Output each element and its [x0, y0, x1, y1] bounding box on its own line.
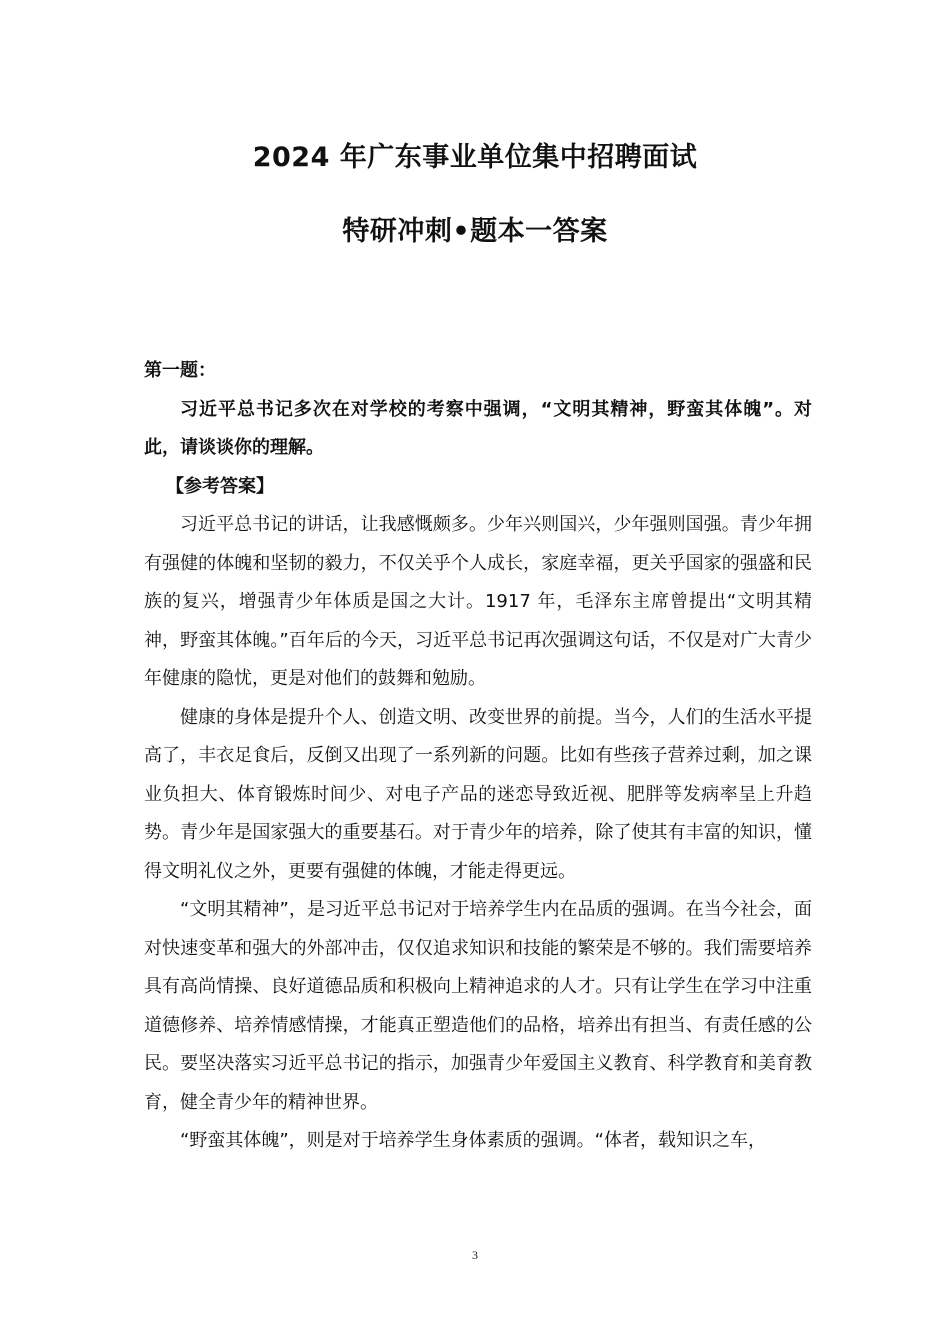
document-title-line2: 特研冲刺•题本一答案 [342, 216, 608, 247]
answer-paragraph-1: 习近平总书记的讲话，让我感慨颇多。少年兴则国兴，少年强则国强。青少年拥有强健的体魄和坚韧的毅力，不仅关乎个人成长，家庭幸福，更关乎国家的强盛和民族的复兴，增强青少年体质是国之大计。1917 年，毛泽东主席曾提出“文明其精神，野蛮其体魄。”百年后的今天，习近平总书记再次强调这句话，不仅是对广大青少年健康的隐忧，更是对他们的鼓舞和勉励。 [144, 514, 812, 689]
answer-label: 【参考答案】 [166, 475, 274, 497]
document-title-line1: 2024 年广东事业单位集中招聘面试 [252, 142, 698, 173]
answer-paragraph-4: “野蛮其体魄”，则是对于培养学生身体素质的强调。“体者，载知识之车， [180, 1130, 766, 1151]
page-number: 3 [472, 1248, 478, 1262]
question-label: 第一题： [144, 360, 216, 381]
answer-paragraph-2: 健康的身体是提升个人、创造文明、改变世界的前提。当今，人们的生活水平提高了，丰衣足食后，反倒又出现了一系列新的问题。比如有些孩子营养过剩，加之课业负担大、体育锻炼时间少、对电子产品的迷恋导致近视、肥胖等发病率呈上升趋势。青少年是国家强大的重要基石。对于青少年的培养，除了使其有丰富的知识，懂得文明礼仪之外，更要有强健的体魄，才能走得更远。 [144, 706, 812, 882]
document-body [144, 352, 812, 1161]
question-text: 习近平总书记多次在对学校的考察中强调，“文明其精神，野蛮其体魄”。对此，请谈谈你的理解。 [144, 398, 812, 458]
answer-paragraph-3: “文明其精神”，是习近平总书记对于培养学生内在品质的强调。在当今社会，面对快速变革和强大的外部冲击，仅仅追求知识和技能的繁荣是不够的。我们需要培养具有高尚情操、良好道德品质和积极向上精神追求的人才。只有让学生在学习中注重道德修养、培养情感情操，才能真正塑造他们的品格，培养出有担当、有责任感的公民。要坚决落实习近平总书记的指示，加强青少年爱国主义教育、科学教育和美育教育，健全青少年的精神世界。 [144, 899, 812, 1113]
